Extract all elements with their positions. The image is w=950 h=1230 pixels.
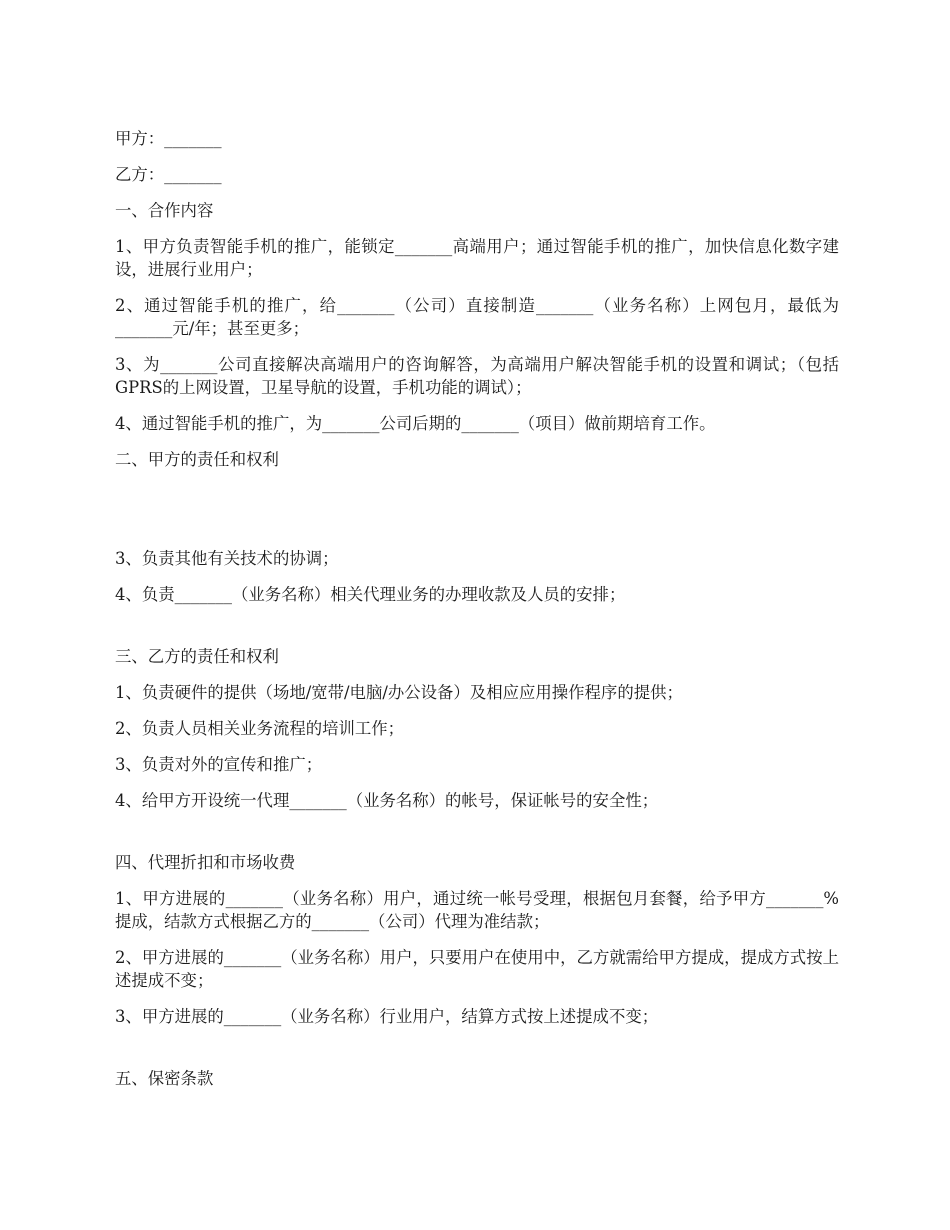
section-heading-party-b-duties: 三、乙方的责任和权利 [115,647,279,666]
cooperation-item-1: 1、甲方负责智能手机的推广，能锁定_______高端用户；通过智能手机的推广，加快信息化数字建设，进展行业用户； [115,237,839,279]
section-heading-confidentiality: 五、保密条款 [115,1069,214,1088]
blank-space [115,484,839,547]
blank-space [115,825,839,851]
party-a-duty-item-3: 3、负责其他有关技术的协调； [115,549,339,568]
discount-item-3: 3、甲方进展的_______（业务名称）行业用户，结算方式按上述提成不变； [115,1007,659,1026]
cooperation-item-3: 3、为_______公司直接解决高端用户的咨询解答，为高端用户解决智能手机的设置和调试；（包括GPRS的上网设置，卫星导航的设置，手机功能的调试）； [115,355,839,397]
party-b-duty-item-4: 4、给甲方开设统一代理_______（业务名称）的帐号，保证帐号的安全性； [115,791,659,810]
discount-item-2: 2、甲方进展的_______（业务名称）用户，只要用户在使用中，乙方就需给甲方提成，提成方式按上述提成不变； [115,948,839,990]
party-b-line: 乙方：_______ [115,165,222,184]
party-b-duty-item-2: 2、负责人员相关业务流程的培训工作； [115,719,405,738]
section-heading-party-a-duties: 二、甲方的责任和权利 [115,450,279,469]
cooperation-item-4: 4、通过智能手机的推广，为_______公司后期的_______（项目）做前期培育工作。 [115,414,716,433]
party-a-line: 甲方：_______ [115,129,222,148]
cooperation-item-2: 2、通过智能手机的推广，给_______（公司）直接制造_______（业务名称）上网包月，最低为_______元/年；甚至更多； [115,296,839,338]
party-b-duty-item-1: 1、负责硬件的提供（场地/宽带/电脑/办公设备）及相应应用操作程序的提供； [115,683,683,702]
blank-space [115,1041,839,1067]
discount-item-1: 1、甲方进展的_______（业务名称）用户，通过统一帐号受理，根据包月套餐，给予甲方_______%提成，结款方式根据乙方的_______（公司）代理为准结款； [115,889,839,931]
contract-document [115,127,839,1103]
party-a-duty-item-4: 4、负责_______（业务名称）相关代理业务的办理收款及人员的安排； [115,585,626,604]
blank-space [115,619,839,645]
section-heading-cooperation: 一、合作内容 [115,201,214,220]
section-heading-discount-fees: 四、代理折扣和市场收费 [115,853,296,872]
party-b-duty-item-3: 3、负责对外的宣传和推广； [115,755,323,774]
